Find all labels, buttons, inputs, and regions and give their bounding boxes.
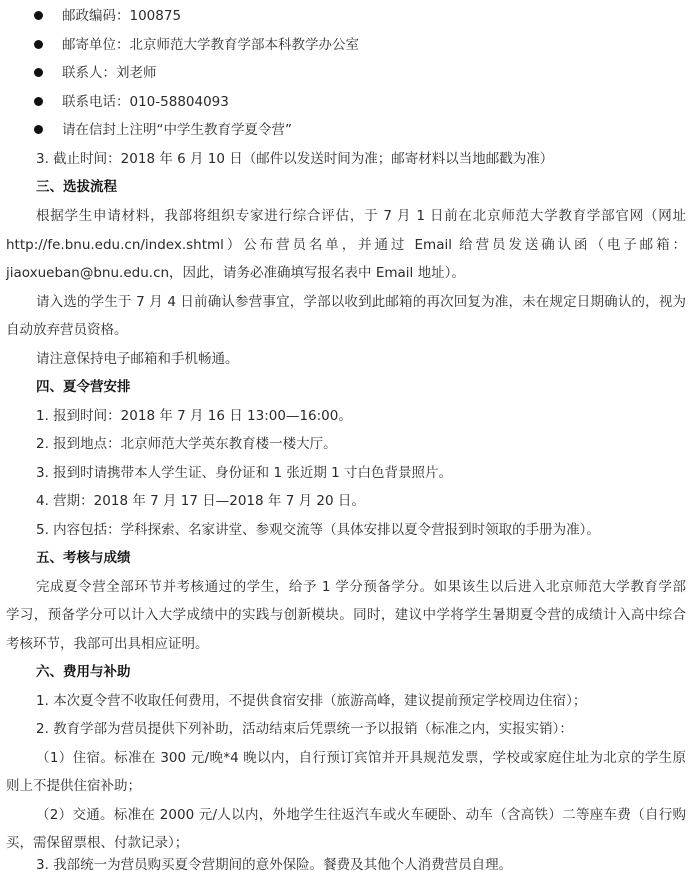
list-item: 2. 报到地点：北京师范大学英东教育楼一楼大厅。 xyxy=(36,436,337,452)
section-title: 六、费用与补助 xyxy=(36,664,131,680)
section-title: 五、考核与成绩 xyxy=(36,550,131,566)
bullet-item xyxy=(0,6,691,26)
list-item: 4. 营期：2018 年 7 月 17 日—2018 年 7 月 20 日。 xyxy=(36,493,365,509)
bullet-text: 联系人：刘老师 xyxy=(62,65,157,81)
bullet-text: 联系电话：010-58804093 xyxy=(62,94,229,110)
paragraph-line: （2）交通。标准在 2000 元/人以内，外地学生往返汽车或火车硬卧、动车（含高铁）二等座车费（自行购 xyxy=(36,807,686,823)
bullet-item xyxy=(0,120,691,140)
bullet-item xyxy=(0,92,691,112)
bullet-dot-icon xyxy=(34,11,43,20)
paragraph-line: 请注意保持电子邮箱和手机畅通。 xyxy=(36,351,239,367)
paragraph-line: 买，需保留票根、付款记录）； xyxy=(6,835,189,851)
bullet-dot-icon xyxy=(34,68,43,77)
paragraph-line: 考核环节，我部可出具相应证明。 xyxy=(6,636,209,652)
deadline-line: 3. 截止时间：2018 年 6 月 10 日（邮件以发送时间为准；邮寄材料以当地邮戳为准） xyxy=(36,151,554,167)
bullet-dot-icon xyxy=(34,40,43,49)
bullet-text: 请在信封上注明“中学生教育学夏令营” xyxy=(62,122,292,138)
paragraph-line: 则上不提供住宿补助； xyxy=(6,778,141,794)
list-item: 3. 报到时请携带本人学生证、身份证和 1 张近期 1 寸白色背景照片。 xyxy=(36,465,453,481)
paragraph-line: 完成夏令营全部环节并考核通过的学生，给予 1 学分预备学分。如果该生以后进入北京师范大学教育学部 xyxy=(36,579,686,595)
paragraph-line: jiaoxueban@bnu.edu.cn，因此，请务必准确填写报名表中 Email 地址）。 xyxy=(6,265,465,281)
list-item: 1. 本次夏令营不收取任何费用，不提供食宿安排（旅游高峰，建议提前预定学校周边住宿）； xyxy=(36,693,587,709)
paragraph-line: 根据学生申请材料，我部将组织专家进行综合评估，于 7 月 1 日前在北京师范大学教育学部官网（网址 xyxy=(36,208,686,224)
bullet-dot-icon xyxy=(34,125,43,134)
list-item: 2. 教育学部为营员提供下列补助，活动结束后凭票统一予以报销（标准之内，实报实销）： xyxy=(36,721,573,737)
paragraph-line: （1）住宿。标准在 300 元/晚*4 晚以内，自行预订宾馆并开具规范发票，学校或家庭住址为北京的学生原 xyxy=(36,750,686,766)
bullet-dot-icon xyxy=(34,97,43,106)
section-title: 四、夏令营安排 xyxy=(36,379,131,395)
list-item: 1. 报到时间：2018 年 7 月 16 日 13:00—16:00。 xyxy=(36,408,352,424)
section-title: 三、选拔流程 xyxy=(36,179,117,195)
bullet-text: 邮寄单位：北京师范大学教育学部本科教学办公室 xyxy=(62,37,359,53)
bullet-item xyxy=(0,63,691,83)
bullet-text: 邮政编码：100875 xyxy=(62,8,182,24)
list-item: 3. 我部统一为营员购买夏令营期间的意外保险。餐费及其他个人消费营员自理。 xyxy=(36,857,513,873)
paragraph-line: 请入选的学生于 7 月 4 日前确认参营事宜，学部以收到此邮箱的再次回复为准，未在规定日期确认的，视为 xyxy=(36,294,686,310)
paragraph-line: 学习，预备学分可以计入大学成绩中的实践与创新模块。同时，建议中学将学生暑期夏令营的成绩计入高中综合 xyxy=(6,607,686,623)
paragraph-line: http://fe.bnu.edu.cn/index.shtml）公布营员名单，并通过 Email 给营员发送确认函（电子邮箱： xyxy=(6,237,686,253)
paragraph-line: 自动放弃营员资格。 xyxy=(6,322,128,338)
bullet-item xyxy=(0,35,691,55)
list-item: 5. 内容包括：学科探索、名家讲堂、参观交流等（具体安排以夏令营报到时领取的手册为准）。 xyxy=(36,522,600,538)
